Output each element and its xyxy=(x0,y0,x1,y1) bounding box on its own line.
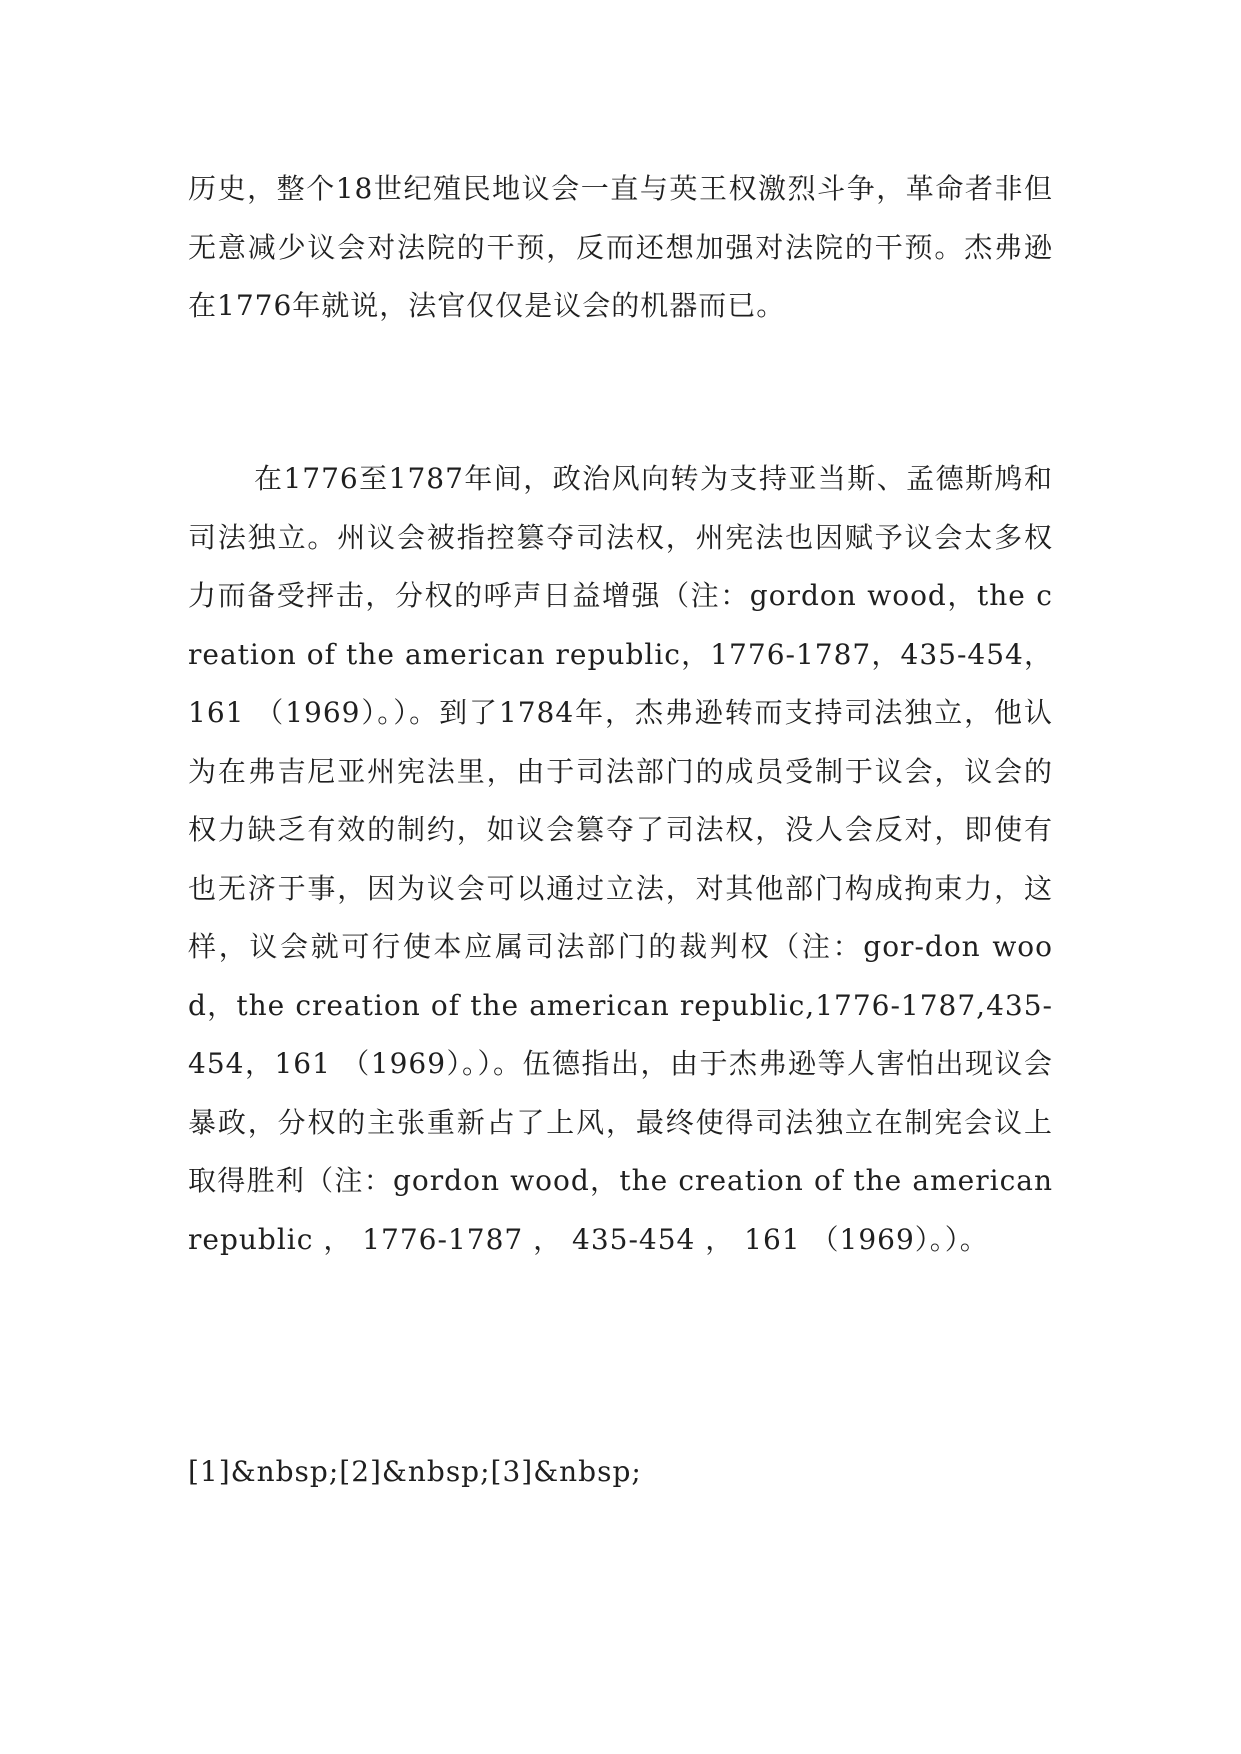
paragraph-1: 历史，整个18世纪殖民地议会一直与英王权激烈斗争，革命者非但无意减少议会对法院的干预，反而还想加强对法院的干预。杰弗逊在1776年就说，法官仅仅是议会的机器而已。 xyxy=(188,172,1053,322)
paragraph-2: 在1776至1787年间，政治风向转为支持亚当斯、孟德斯鸠和司法独立。州议会被指控篡夺司法权，州宪法也因赋予议会太多权力而备受抨击，分权的呼声日益增强（注：gordon wood，the creation of the american republic，1776-1787，435-454，161 （1969）。）。到了1784年，杰弗逊转而支持司法独立，他认为在弗吉尼亚州宪法里，由于司法部门的成员受制于议会，议会的权力缺乏有效的制约，如议会篡夺了司法权，没人会反对，即使有也无济于事，因为议会可以通过立法，对其他部门构成拘束力，这样，议会就可行使本应属司法部门的裁判权（注：gor-don wood，the creation of the american republic,1776-1787,435-454，161 （1969）。）。伍德指出，由于杰弗逊等人害怕出现议会暴政，分权的主张重新占了上风，最终使得司法独立在制宪会议上取得胜利（注：gordon wood，the creation of the american republic ， 1776-1787 ， 435-454 ， 161 （1969）。）。 xyxy=(188,462,1053,1256)
references-line: [1]&nbsp;[2]&nbsp;[3]&nbsp; xyxy=(188,1455,642,1488)
